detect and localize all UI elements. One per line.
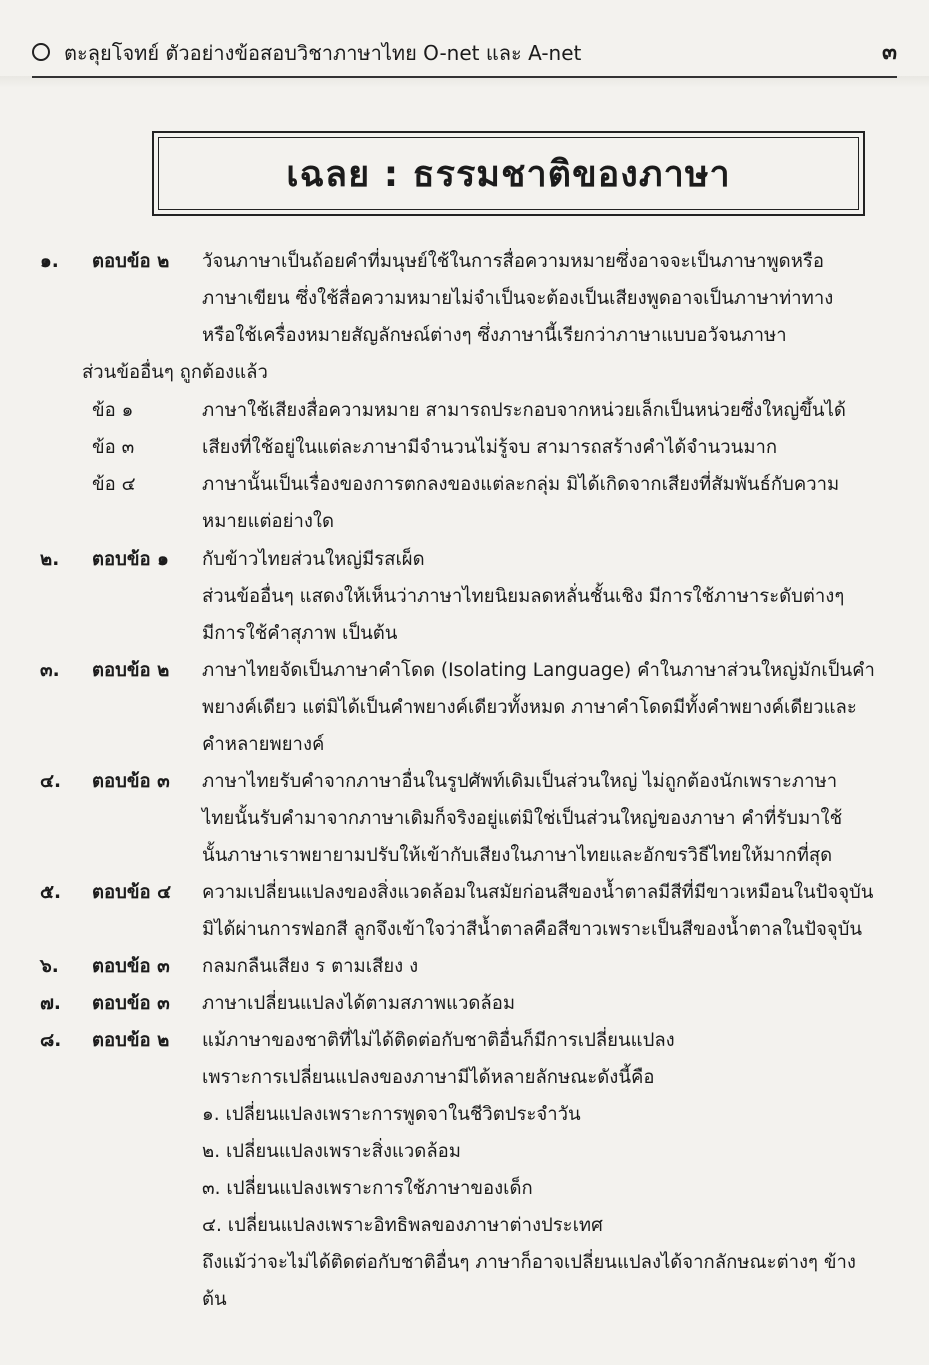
answer-text: ภาษาเขียน ซึ่งใช้สื่อความหมายไม่จำเป็นจะต้องเป็นเสียงพูดอาจเป็นภาษาท่าทาง — [202, 288, 834, 309]
choice-label: ข้อ ๑ — [92, 400, 134, 421]
answer-text: พยางค์เดียว แต่มิได้เป็นคำพยางค์เดียวทั้งหมด ภาษาคำโดดมีทั้งคำพยางค์เดียวและ — [202, 697, 857, 718]
answer-number: ๓. — [40, 660, 60, 681]
answer-text: นั้นภาษาเราพยายามปรับให้เข้ากับเสียงในภาษาไทยและอักขรวิธีไทยให้มากที่สุด — [202, 845, 833, 866]
answer-number: ๑. — [40, 251, 59, 272]
choice-text: หมายแต่อย่างใด — [202, 511, 334, 532]
choice-text: ภาษาใช้เสียงสื่อความหมาย สามารถประกอบจากหน่วยเล็กเป็นหน่วยซึ่งใหญ่ขึ้นได้ — [202, 400, 846, 421]
answer-text: เพราะการเปลี่ยนแปลงของภาษามีได้หลายลักษณะดังนี้คือ — [202, 1067, 655, 1088]
answer-text: กลมกลืนเสียง ร ตามเสียง ง — [202, 956, 419, 977]
header-title: ตะลุยโจทย์ ตัวอย่างข้อสอบวิชาภาษาไทย O-net และ A-net — [64, 41, 582, 65]
choice-label: ข้อ ๓ — [92, 437, 135, 458]
answer-text: ภาษาไทยจัดเป็นภาษาคำโดด (Isolating Language) คำในภาษาส่วนใหญ่มักเป็นคำ — [202, 660, 875, 681]
answer-label: ตอบข้อ ๓ — [92, 771, 170, 792]
answer-number: ๘. — [40, 1030, 62, 1051]
answer-text: มีการใช้คำสุภาพ เป็นต้น — [202, 623, 398, 644]
answer-number: ๒. — [40, 549, 60, 570]
answer-text: ความเปลี่ยนแปลงของสิ่งแวดล้อมในสมัยก่อนสีของน้ำตาลมีสีที่มีขาวเหมือนในปัจจุบัน — [202, 882, 874, 903]
choice-text: ภาษานั้นเป็นเรื่องของการตกลงของแต่ละกลุ่ม มิได้เกิดจากเสียงที่สัมพันธ์กับความ — [202, 474, 840, 495]
list-item: ๑. เปลี่ยนแปลงเพราะการพูดจาในชีวิตประจำวัน — [202, 1104, 581, 1125]
answer-label: ตอบข้อ ๓ — [92, 993, 170, 1014]
answer-label: ตอบข้อ ๒ — [92, 660, 170, 681]
answer-text: กับข้าวไทยส่วนใหญ่มีรสเผ็ด — [202, 549, 425, 570]
answer-number: ๗. — [40, 993, 61, 1014]
answer-number: ๔. — [40, 771, 62, 792]
answer-text: ถึงแม้ว่าจะไม่ได้ติดต่อกับชาติอื่นๆ ภาษาก็อาจเปลี่ยนแปลงได้จากลักษณะต่างๆ ข้าง — [202, 1252, 856, 1273]
answer-text: คำหลายพยางค์ — [202, 734, 325, 755]
page-number: ๓ — [881, 40, 897, 65]
answer-text: ไทยนั้นรับคำมาจากภาษาเดิมก็จริงอยู่แต่มิใช่เป็นส่วนใหญ่ของภาษา คำที่รับมาใช้ — [202, 808, 843, 829]
answer-label: ตอบข้อ ๒ — [92, 251, 170, 272]
running-header — [32, 40, 897, 72]
answer-label: ตอบข้อ ๒ — [92, 1030, 170, 1051]
choice-label: ข้อ ๔ — [92, 474, 136, 495]
list-item: ๓. เปลี่ยนแปลงเพราะการใช้ภาษาของเด็ก — [202, 1178, 533, 1199]
circle-bullet-icon — [32, 43, 50, 61]
answer-text: ต้น — [202, 1289, 227, 1310]
choice-text: เสียงที่ใช้อยู่ในแต่ละภาษามีจำนวนไม่รู้จบ สามารถสร้างคำได้จำนวนมาก — [202, 437, 778, 458]
answer-text: ภาษาไทยรับคำจากภาษาอื่นในรูปศัพท์เดิมเป็นส่วนใหญ่ ไม่ถูกต้องนักเพราะภาษา — [202, 771, 838, 792]
list-item: ๒. เปลี่ยนแปลงเพราะสิ่งแวดล้อม — [202, 1141, 461, 1162]
answer-text: ส่วนข้ออื่นๆ แสดงให้เห็นว่าภาษาไทยนิยมลดหลั่นชั้นเชิง มีการใช้ภาษาระดับต่างๆ — [202, 586, 845, 607]
list-item: ๔. เปลี่ยนแปลงเพราะอิทธิพลของภาษาต่างประเทศ — [202, 1215, 603, 1236]
answer-text: หรือใช้เครื่องหมายสัญลักษณ์ต่างๆ ซึ่งภาษานี้เรียกว่าภาษาแบบอวัจนภาษา — [202, 325, 787, 346]
answer-label: ตอบข้อ ๑ — [92, 549, 169, 570]
answer-label: ตอบข้อ ๓ — [92, 956, 170, 977]
answer-number: ๕. — [40, 882, 62, 903]
answer-label: ตอบข้อ ๔ — [92, 882, 172, 903]
answer-text: มิได้ผ่านการฟอกสี ลูกจึงเข้าใจว่าสีน้ำตาลคือสีขาวเพราะเป็นสีของน้ำตาลในปัจจุบัน — [202, 919, 863, 940]
section-title-box — [152, 131, 865, 216]
answer-text: วัจนภาษาเป็นถ้อยคำที่มนุษย์ใช้ในการสื่อความหมายซึ่งอาจจะเป็นภาษาพูดหรือ — [202, 251, 824, 272]
answer-text: ภาษาเปลี่ยนแปลงได้ตามสภาพแวดล้อม — [202, 993, 516, 1014]
section-title: เฉลย : ธรรมชาติของภาษา — [286, 154, 731, 195]
answer-number: ๖. — [40, 956, 59, 977]
answer-text: แม้ภาษาของชาติที่ไม่ได้ติดต่อกับชาติอื่นก็มีการเปลี่ยนแปลง — [202, 1030, 675, 1051]
other-choices-intro: ส่วนข้ออื่นๆ ถูกต้องแล้ว — [82, 362, 268, 383]
header-rule — [32, 76, 897, 78]
